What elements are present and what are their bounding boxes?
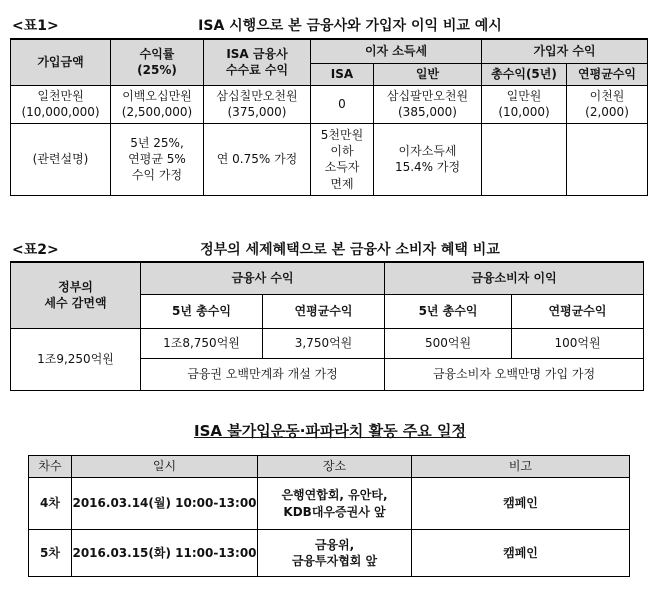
t1-cell-general: 삼십팔만오천원 (385,000) [374,85,482,123]
t2-cell-cs-note: 금융소비자 오백만명 가입 가정 [385,358,644,390]
t2-header-gov-tax: 정부의 세수 감면액 [11,262,141,328]
t1-cell-annual-avg: 이천원 (2,000) [567,85,648,123]
t3-cell-place: 금융위, 금융투자협회 앞 [258,530,412,577]
t2-header-fc-5y: 5년 총수익 [141,294,263,328]
table2-label: <표2> [12,242,59,258]
t1-cell-isa-fee: 삼십칠만오천원 (375,000) [204,85,311,123]
t1-header-subscriber-return: 가입자 수익 [482,39,648,63]
table1-label: <표1> [12,18,59,34]
t1-cell-isa: 0 [311,85,374,123]
t1-header-return-rate: 수익률 (25%) [111,39,204,85]
t3-header-note: 비고 [412,456,630,478]
t2-cell-fc-5y: 1조8,750억원 [141,328,263,358]
t3-cell-note: 캠페인 [412,530,630,577]
t1-cell-return-rate: 이백오십만원 (2,500,000) [111,85,204,123]
t1-desc-isa: 5천만원 이하 소득자 면제 [311,123,374,195]
t2-header-cs-annual: 연평균수익 [512,294,644,328]
table2-title: 정부의 세제혜택으로 본 금융사 소비자 혜택 비교 [200,242,500,258]
t1-header-total-5y: 총수익(5년) [482,63,567,85]
t3-cell-datetime: 2016.03.14(월) 10:00-13:00 [72,478,258,530]
t1-header-interest-tax: 이자 소득세 [311,39,482,63]
t2-cell-fc-note: 금융권 오백만계좌 개설 가정 [141,358,385,390]
t2-cell-fc-annual: 3,750억원 [263,328,385,358]
t2-header-fin-company: 금융사 수익 [141,262,385,294]
t1-desc-general: 이자소득세 15.4% 가정 [374,123,482,195]
t3-header-datetime: 일시 [72,456,258,478]
t2-cell-cs-5y: 500억원 [385,328,512,358]
t1-cell-join-amount: 일천만원 (10,000,000) [11,85,111,123]
table1 [10,38,648,196]
t1-cell-total-5y: 일만원 (10,000) [482,85,567,123]
t2-header-consumer: 금융소비자 이익 [385,262,644,294]
t2-cell-cs-annual: 100억원 [512,328,644,358]
t2-header-fc-annual: 연평균수익 [263,294,385,328]
table-row [29,530,630,577]
t1-desc-return-rate: 5년 25%, 연평균 5% 수익 가정 [111,123,204,195]
t1-header-join-amount: 가입금액 [11,39,111,85]
t1-desc-isa-fee: 연 0.75% 가정 [204,123,311,195]
table3 [28,455,630,577]
t1-header-general: 일반 [374,63,482,85]
t3-cell-round: 4차 [29,478,72,530]
t1-desc-total-5y [482,123,567,195]
t1-header-annual-avg: 연평균수익 [567,63,648,85]
t3-header-place: 장소 [258,456,412,478]
table-row [29,478,630,530]
table2 [10,261,644,391]
t1-header-isa: ISA [311,63,374,85]
t2-header-cs-5y: 5년 총수익 [385,294,512,328]
t3-header-round: 차수 [29,456,72,478]
t1-header-isa-fee: ISA 금융사 수수료 수익 [204,39,311,85]
t3-cell-datetime: 2016.03.15(화) 11:00-13:00 [72,530,258,577]
t3-cell-note: 캠페인 [412,478,630,530]
t3-cell-place: 은행연합회, 유안타, KDB대우증권사 앞 [258,478,412,530]
t3-cell-round: 5차 [29,530,72,577]
table3-title: ISA 불가입운동·파파라치 활동 주요 일정 [194,422,466,440]
t1-desc-annual-avg [567,123,648,195]
t1-desc-join-amount: (관련설명) [11,123,111,195]
t2-cell-gov-tax: 1조9,250억원 [11,328,141,390]
table1-title: ISA 시행으로 본 금융사와 가입자 이익 비교 예시 [198,18,502,34]
